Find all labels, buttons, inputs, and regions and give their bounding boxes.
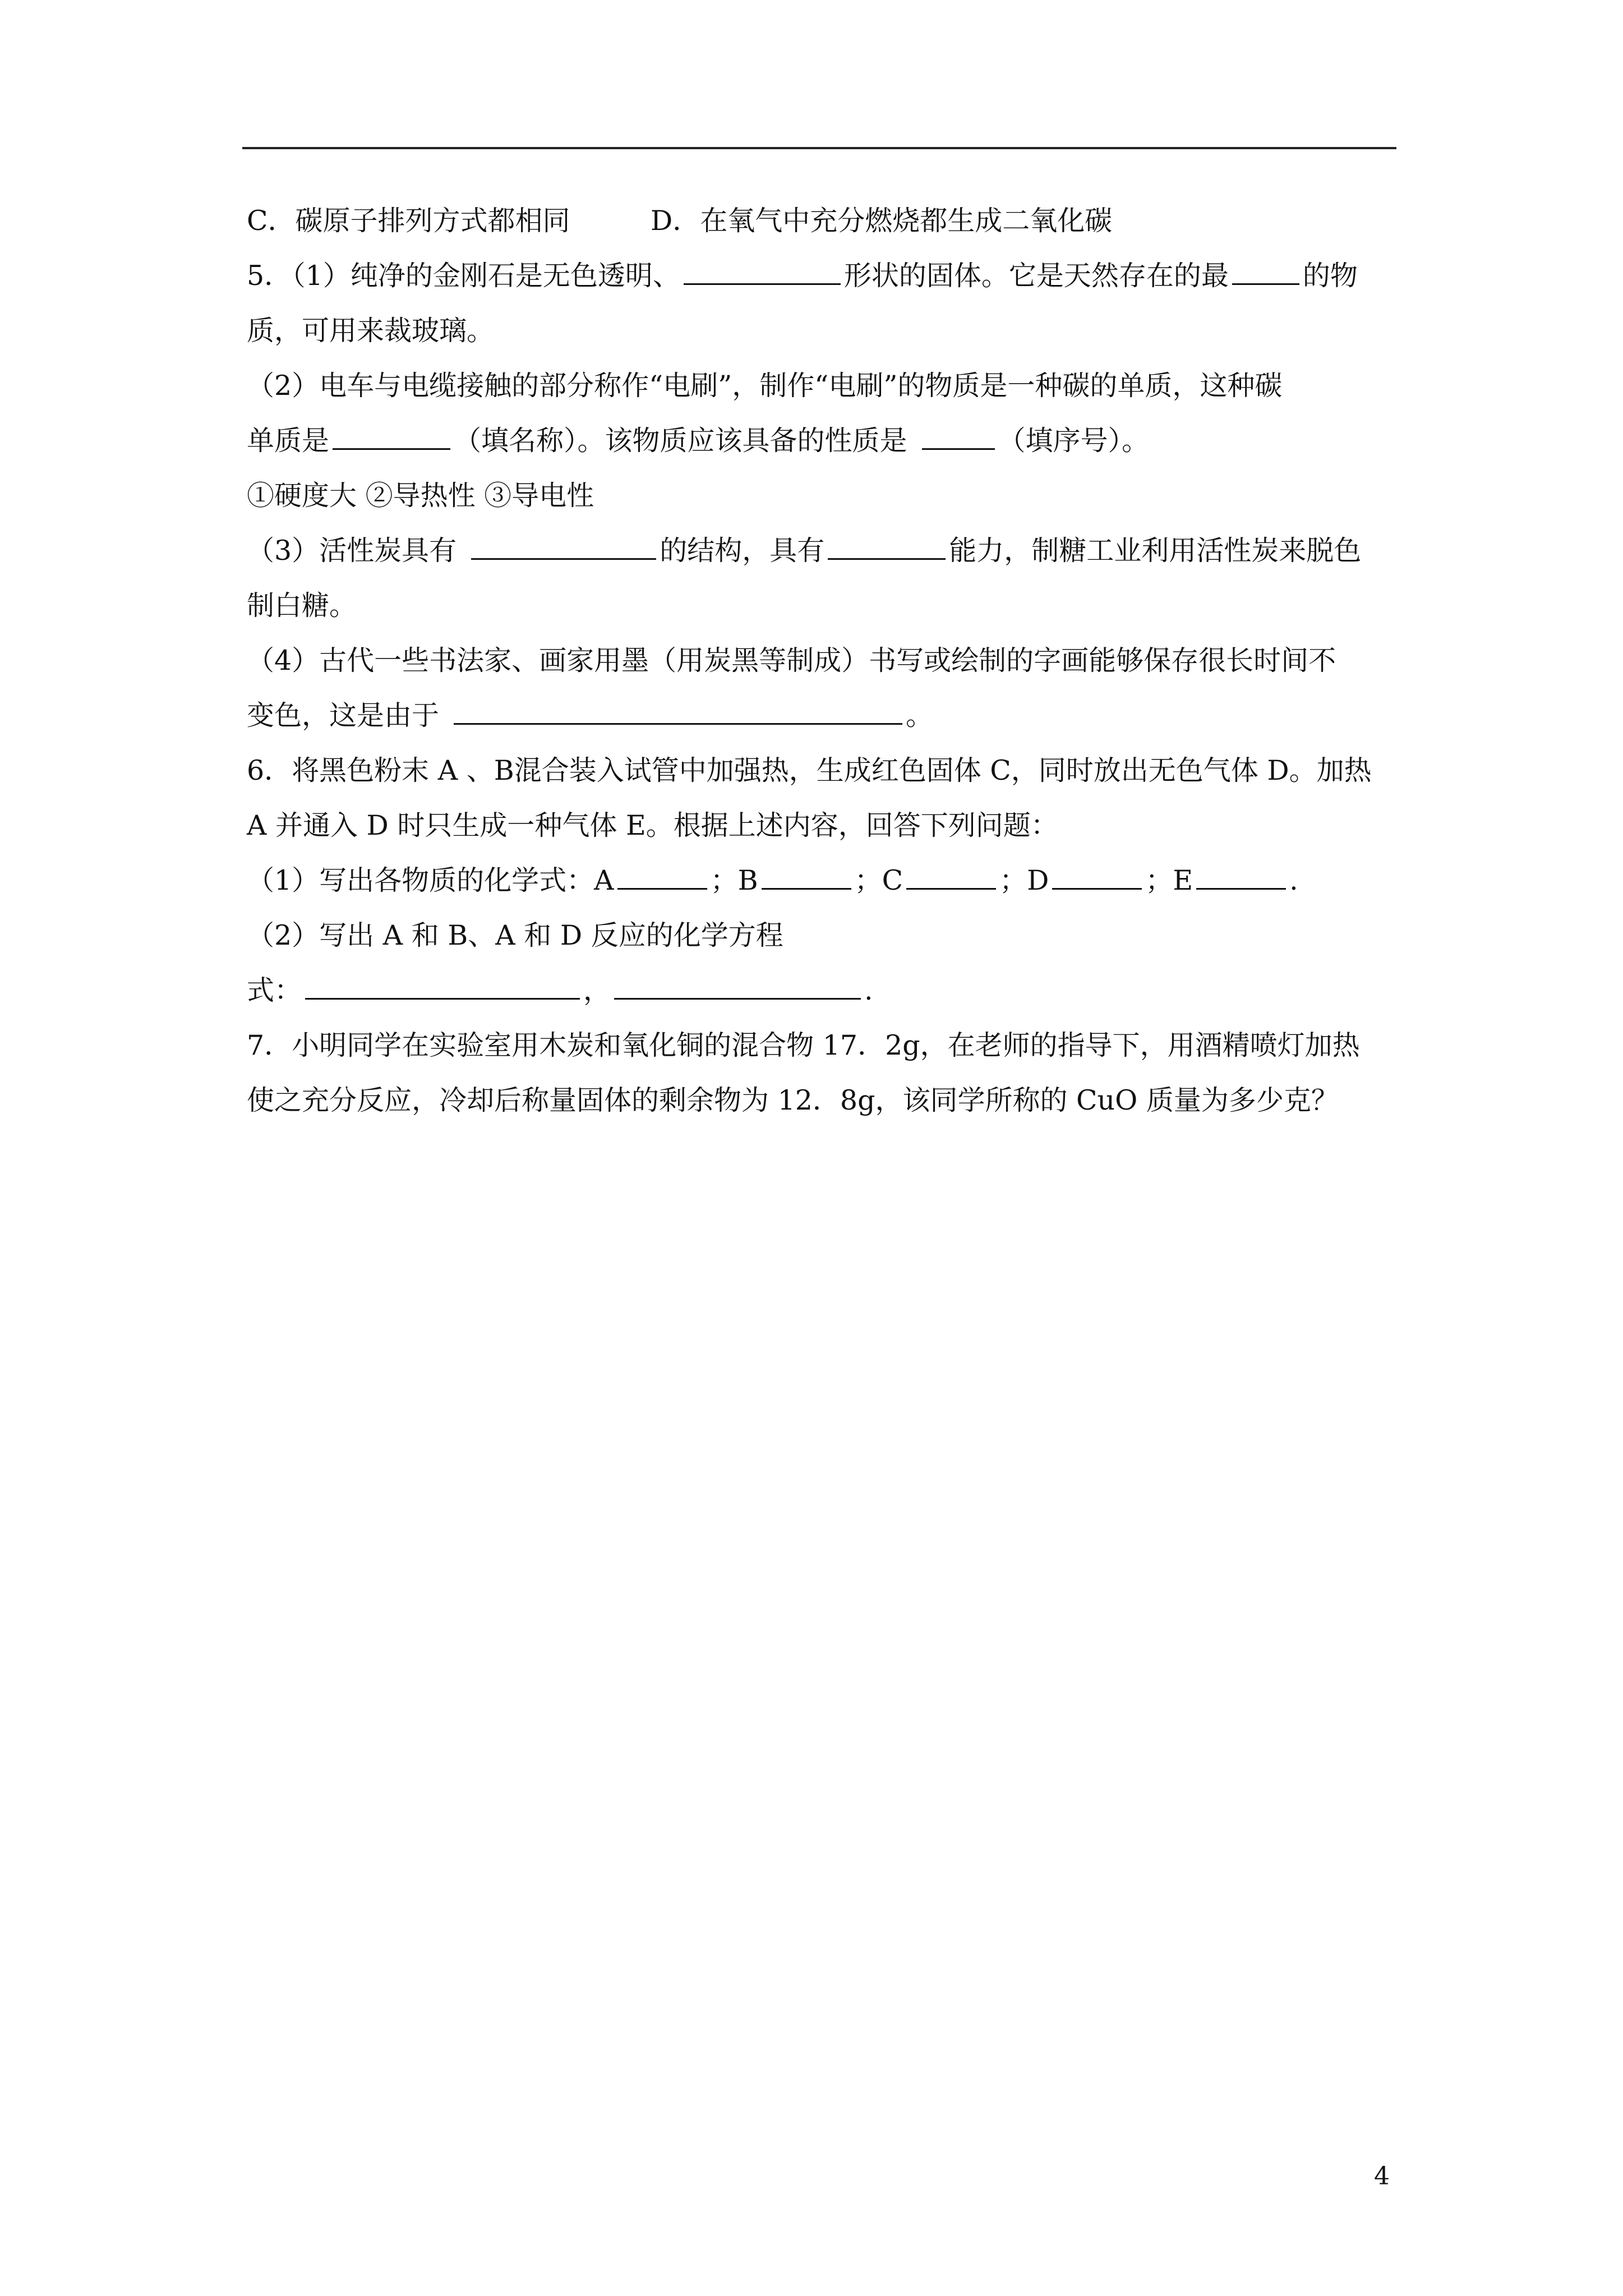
q6-stem-line1 [247,743,1402,798]
answer-blank[interactable] [454,698,902,725]
q5-choices [247,468,1402,523]
q6-part2-line1 [247,908,1402,963]
q5-text: 形状的固体。它是天然存在的最 [843,260,1229,292]
q5-part2-line2 [247,413,1402,468]
q5-choice-list: ①硬度大 ②导热性 ③导电性 [247,480,594,512]
document-body [247,194,1402,1128]
answer-blank[interactable] [1232,259,1299,285]
header-rule [242,147,1396,149]
equation-blank-1[interactable] [305,973,580,1000]
q6-stem-line2 [247,798,1402,853]
q5-text: （2）电车与电缆接触的部分称作“电刷”，制作“电刷”的物质是一种碳的单质，这种碳 [247,370,1283,402]
answer-blank-e[interactable] [1196,863,1286,890]
q5-part4-line2 [247,688,1402,743]
q5-text: （填序号）。 [998,425,1150,457]
q6-text: （1）写出各物质的化学式：A [247,864,614,896]
q6-text: 6．将黑色粉末 A 、B混合装入试管中加强热，生成红色固体 C，同时放出无色气体 D。加热 [247,754,1372,786]
q5-text: 5．（1）纯净的金刚石是无色透明、 [247,260,680,292]
answer-blank-d[interactable] [1052,863,1142,890]
q6-part1 [247,853,1402,908]
q5-text: 能力，制糖工业利用活性炭来脱色 [949,535,1362,567]
q5-text: 质，可用来裁玻璃。 [247,315,495,347]
q6-text: . [1289,864,1298,896]
q6-text: . [864,974,873,1006]
q7-text: 7．小明同学在实验室用木炭和氧化铜的混合物 17．2g，在老师的指导下，用酒精喷灯加热 [247,1029,1360,1061]
answer-blank[interactable] [333,424,450,450]
answer-blank[interactable] [922,424,995,450]
q5-text: （填名称）。该物质应该具备的性质是 [454,425,907,457]
q5-part1-line1 [247,249,1402,303]
q6-text: ；D [999,864,1049,896]
q6-text: （2）写出 A 和 B、A 和 D 反应的化学方程 [247,919,783,951]
q5-part1-line2 [247,303,1402,358]
q5-part2-line1 [247,358,1402,413]
q7-line1 [247,1018,1402,1073]
q5-part4-line1 [247,633,1402,688]
q5-text: 制白糖。 [247,590,357,622]
answer-blank[interactable] [684,259,841,285]
q7-text: 使之充分反应，冷却后称量固体的剩余物为 12．8g，该同学所称的 CuO 质量为多少克？ [247,1084,1339,1116]
q5-text: 的结构，具有 [660,535,825,567]
q6-text: ， [583,974,611,1006]
q5-text: 单质是 [247,425,330,457]
answer-blank[interactable] [471,533,656,560]
q4-option-c: C．碳原子排列方式都相同 [247,205,570,237]
answer-blank-a[interactable] [617,863,707,890]
q6-text: 式： [247,974,302,1006]
q6-text: ；E [1145,864,1193,896]
q5-text: 变色，这是由于 [247,700,440,731]
q6-text: ；C [854,864,903,896]
answer-blank[interactable] [828,533,946,560]
page-number: 4 [1374,2162,1390,2191]
q4-options [247,194,1402,249]
q6-part2-line2 [247,963,1402,1018]
q4-option-d: D．在氧气中充分燃烧都生成二氧化碳 [651,205,1113,237]
q5-part3-line1 [247,523,1402,578]
q5-text: 。 [906,700,934,731]
q7-line2 [247,1073,1402,1128]
q5-text: 的物 [1302,260,1358,292]
q5-text: （4）古代一些书法家、画家用墨（用炭黑等制成）书写或绘制的字画能够保存很长时间不 [247,645,1336,677]
q6-text: A 并通入 D 时只生成一种气体 E。根据上述内容，回答下列问题： [247,809,1058,841]
answer-blank-b[interactable] [762,863,851,890]
answer-blank-c[interactable] [906,863,996,890]
equation-blank-2[interactable] [614,973,861,1000]
q5-part3-line2 [247,578,1402,633]
q5-text: （3）活性炭具有 [247,535,457,567]
q6-text: ；B [710,864,758,896]
